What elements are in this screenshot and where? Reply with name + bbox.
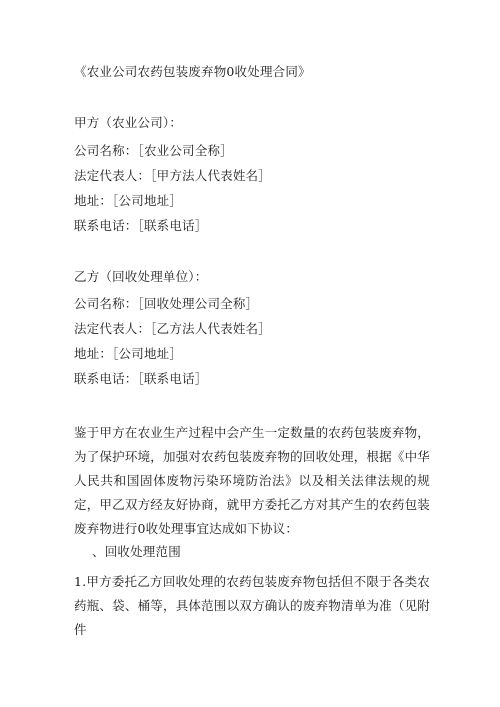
party-a-phone: 联系电话：［联系电话］: [74, 218, 208, 233]
party-b-heading: 乙方（回收处理单位）：: [74, 269, 208, 284]
clause-1-paragraph: 1.甲方委托乙方回收处理的农药包装废弃物包括但不限于各类农药瓶、袋、桶等，具体范围以双方确认的废弃物清单为准（见附件: [74, 574, 430, 637]
party-b-company-name: 公司名称：［回收处理公司全称］: [74, 296, 259, 311]
preamble-paragraph: 鉴于甲方在农业生产过程中会产生一定数量的农药包装废弃物，为了保护环境，加强对农药包装废弃物的回收处理，根据《中华人民共和国固体废物污染环境防治法》以及相关法律法规的规定，甲乙双方经友好协商，就甲方委托乙方对其产生的农药包装废弃物进行0收处理事宜达成如下协议：: [74, 425, 430, 536]
party-b-address: 地址：［公司地址］: [74, 346, 183, 361]
party-b-legal-rep: 法定代表人：［乙方法人代表姓名］: [74, 321, 271, 336]
party-b-phone: 联系电话：［联系电话］: [74, 371, 208, 386]
party-a-legal-rep: 法定代表人：［甲方法人代表姓名］: [74, 168, 271, 183]
party-a-heading: 甲方（农业公司）：: [74, 115, 183, 130]
party-a-company-name: 公司名称：［农业公司全称］: [74, 143, 233, 158]
section-heading-scope: 、回收处理范围: [92, 544, 181, 559]
document-title: 《农业公司农药包装废弃物0收处理合同》: [74, 64, 311, 79]
party-a-address: 地址：［公司地址］: [74, 193, 183, 208]
